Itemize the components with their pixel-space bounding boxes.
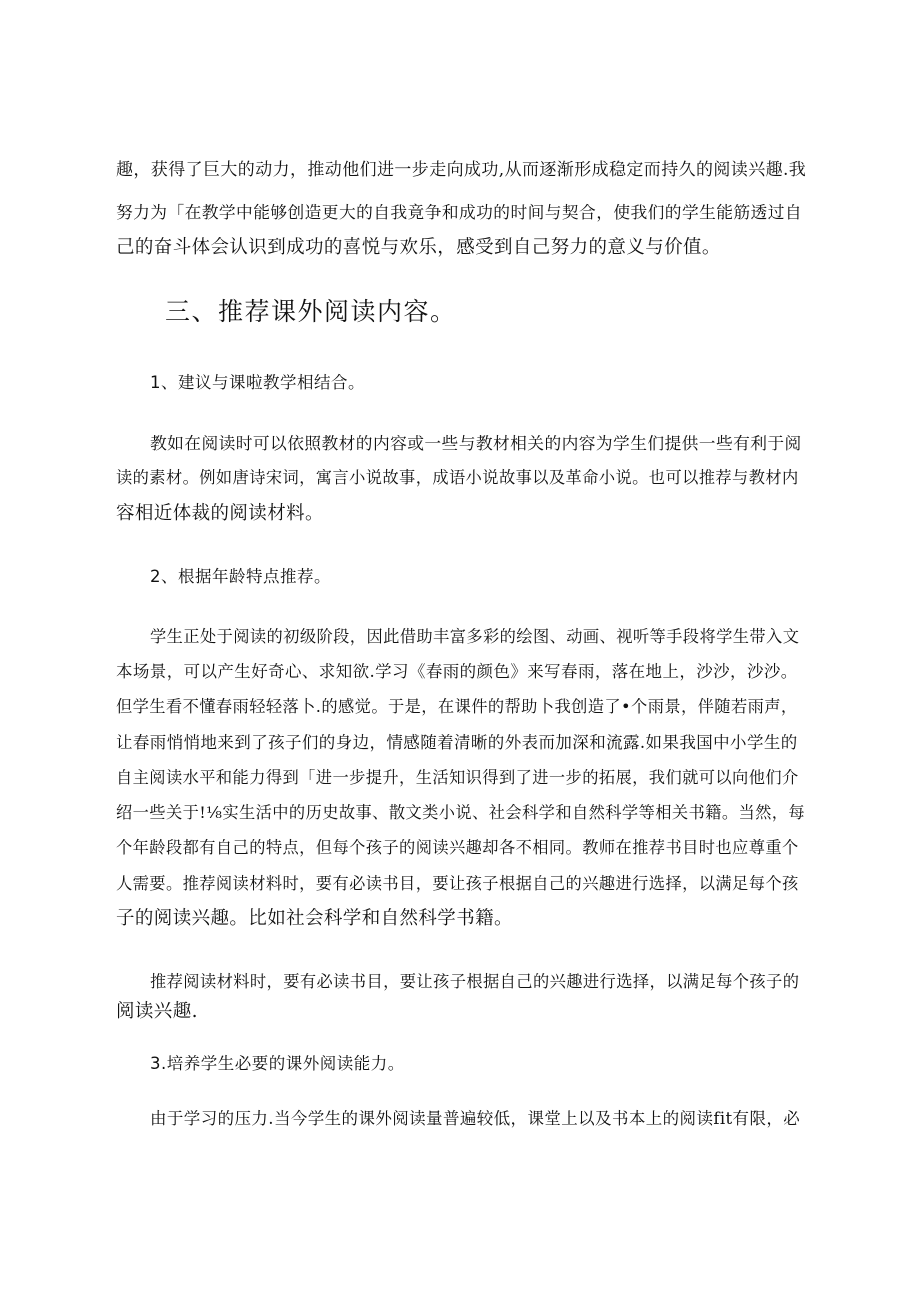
item2-line: 个年龄段都有自己的特点，但每个孩子的阅读兴趣却各不相同。教师在推荐书目时也应尊重个 — [116, 838, 799, 857]
item2-line: 但学生看不懂春雨轻轻落卜.的感觉。于是，在课件的帮助卜我创造了•个雨景，伴随若雨声， — [116, 697, 798, 716]
intro-line: 己的奋斗体会认识到成功的喜悦与欢乐，感受到自己努力的意义与价值。 — [116, 237, 721, 258]
item2-line: 子的阅读兴趣。比如社会科学和自然科学书籍。 — [116, 908, 513, 929]
item1-title: 1、建议与课啦教学相结合。 — [150, 373, 365, 392]
item2-extra-line: 推荐阅读材料时，要有必读书目，要让孩子根据自己的兴趣进行选择，以满足每个孩子的 — [150, 972, 800, 991]
item2-title: 2、根据年龄特点推荐。 — [150, 567, 331, 586]
item2-line: 人需要。推荐阅读材料时，要有必读书目，要让孩子根据自己的兴趣进行选择，以满足每个孩 — [116, 874, 799, 893]
item1-line: 读的素材。例如唐诗宋词，寓言小说故事，成语小说故事以及革命小说。也可以推荐与教材内 — [116, 468, 799, 487]
item3-title: 3.培养学生必要的课外阅读能力。 — [150, 1054, 405, 1073]
item3-line: 由于学习的压力.当今学生的课外阅读量普遍较低，课堂上以及书本上的阅读fit有限，必 — [150, 1109, 801, 1128]
intro-line: 努力为「在教学中能够创造更大的自我竟争和成功的时间与契合，使我们的学生能筋透过自 — [116, 202, 803, 222]
item2-line: 本场景，可以产生好奇心、求知欲.学习《春雨的颜色》来写春雨，落在地上，沙沙，沙沙。 — [116, 662, 798, 681]
item2-line: 让春雨悄悄地来到了孩子们的身边，情感随着清晰的外表而加深和流露.如果我国中小学生的 — [116, 733, 798, 752]
intro-line: 趣，获得了巨大的动力，推动他们进一步走向成功,从而逐渐形成稳定而持久的阅读兴趣.我 — [116, 160, 807, 180]
item1-line: 教如在阅读时可以依照教材的内容或一些与教材相关的内容为学生们提供一些有利于阅 — [150, 433, 802, 453]
item2-line: 绍一些关于!⅛实生活中的历史故事、散文类小说、社会科学和自然科学等相关书籍。当然，每 — [116, 803, 806, 822]
section-heading: 三、推荐课外阅读内容。 — [165, 297, 457, 326]
item2-line: 自主阅读水平和能力得到「进一步提升，生活知识得到了进一步的拓展，我们就可以向他们介 — [116, 768, 799, 787]
item2-extra-line: 阅读兴趣. — [116, 1001, 198, 1022]
item1-line: 容相近体裁的阅读材料。 — [116, 503, 324, 524]
item2-line: 学生正处于阅读的初级阶段，因此借助丰富多彩的绘图、动画、视听等手段将学生带入文 — [150, 627, 800, 646]
